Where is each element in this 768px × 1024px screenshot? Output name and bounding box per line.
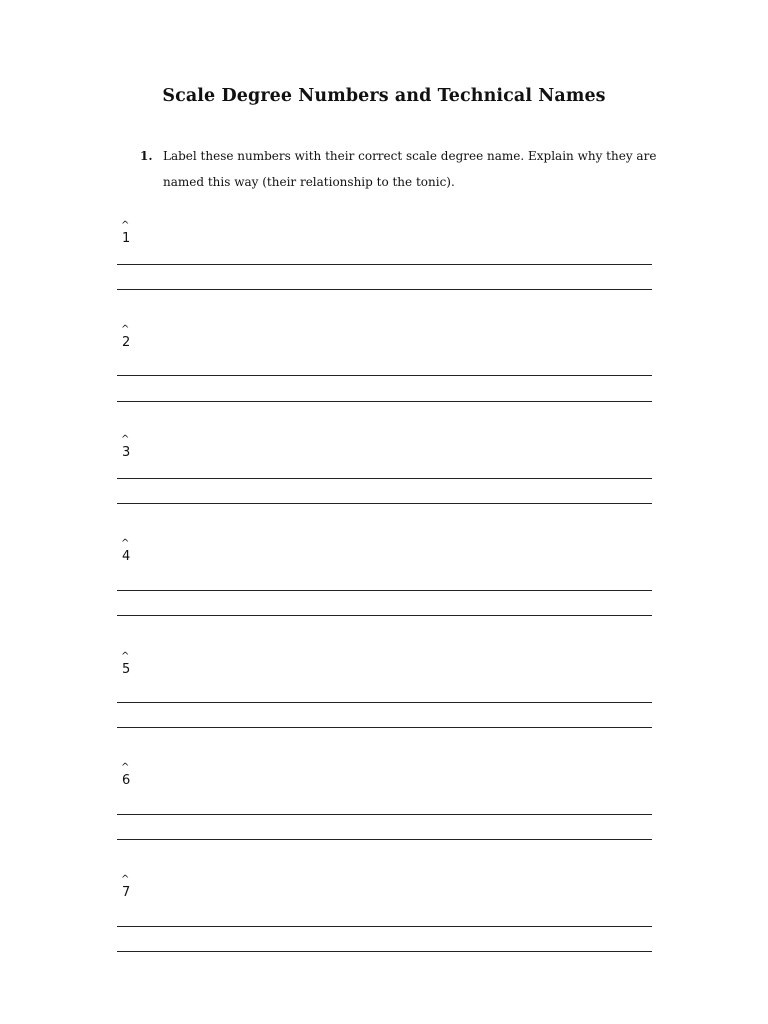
scale-degree-4 <box>118 539 138 565</box>
scale-degree-1 <box>118 221 138 247</box>
answer-line[interactable] <box>117 401 652 402</box>
answer-line[interactable] <box>117 926 652 927</box>
scale-degree-3 <box>118 435 138 461</box>
scale-degree-7 <box>118 875 138 901</box>
caret-symbol: ^ <box>121 538 130 549</box>
caret-symbol: ^ <box>121 651 130 662</box>
caret-symbol: ^ <box>121 874 130 885</box>
answer-line[interactable] <box>117 615 652 616</box>
answer-line[interactable] <box>117 951 652 952</box>
scale-degree-number: 4 <box>122 549 131 564</box>
question-number: 1. <box>140 149 153 163</box>
answer-line[interactable] <box>117 289 652 290</box>
caret-symbol: ^ <box>121 762 130 773</box>
answer-line[interactable] <box>117 839 652 840</box>
caret-symbol: ^ <box>121 220 130 231</box>
scale-degree-number: 3 <box>122 445 131 460</box>
scale-degree-2 <box>118 325 138 351</box>
page-title: Scale Degree Numbers and Technical Names <box>162 86 606 106</box>
scale-degree-number: 1 <box>122 231 131 246</box>
scale-degree-6 <box>118 763 138 789</box>
scale-degree-number: 2 <box>122 335 131 350</box>
answer-line[interactable] <box>117 478 652 479</box>
answer-line[interactable] <box>117 727 652 728</box>
caret-symbol: ^ <box>121 324 130 335</box>
answer-line[interactable] <box>117 503 652 504</box>
answer-line[interactable] <box>117 590 652 591</box>
scale-degree-5 <box>118 652 138 678</box>
scale-degree-number: 5 <box>122 662 131 677</box>
question-text: Label these numbers with their correct scale degree name. Explain why they are named this way (their relationship to the tonic). <box>163 149 657 189</box>
answer-line[interactable] <box>117 375 652 376</box>
scale-degree-number: 6 <box>122 773 131 788</box>
scale-degree-number: 7 <box>122 885 131 900</box>
answer-line[interactable] <box>117 814 652 815</box>
question-1 <box>140 143 660 195</box>
answer-line[interactable] <box>117 702 652 703</box>
caret-symbol: ^ <box>121 434 130 445</box>
answer-line[interactable] <box>117 264 652 265</box>
